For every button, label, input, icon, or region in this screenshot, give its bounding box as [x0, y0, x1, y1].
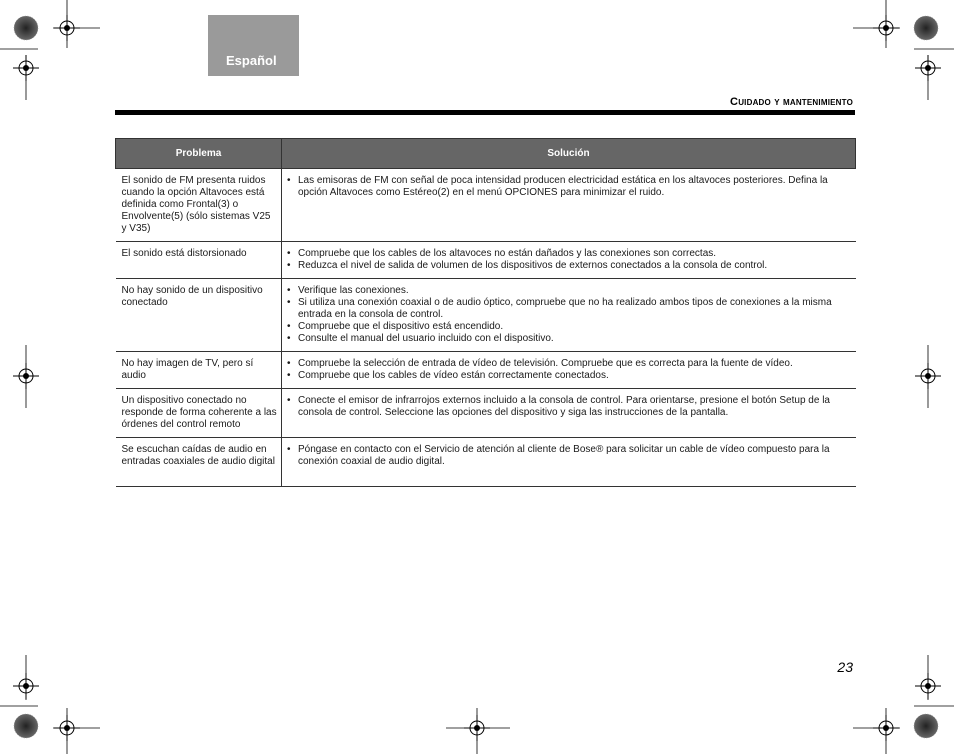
- registration-mark-icon: [873, 715, 899, 741]
- table-row: [116, 352, 856, 389]
- solution-item: • Verifique las conexiones.: [287, 285, 850, 297]
- registration-mark-icon: [464, 715, 490, 741]
- header-problem: Problema: [116, 139, 282, 169]
- solution-list: [287, 248, 850, 272]
- problem-cell: El sonido de FM presenta ruidos cuando la opción Altavoces está definida como Frontal(3) o Envolvente(5) (sólo sistemas V25 y V35): [116, 169, 282, 242]
- registration-mark-icon: [54, 715, 80, 741]
- solution-item: • Reduzca el nivel de salida de volumen de los dispositivos de externos conectados a la consola de control.: [287, 260, 850, 272]
- solution-list: [287, 175, 850, 199]
- solution-item: • Conecte el emisor de infrarrojos externos incluido a la consola de control. Para orientarse, presione el botón Setup de la consola de control. Seleccione las opciones del dispositivo y siga las instrucciones de la pantalla.: [287, 395, 850, 419]
- solution-item: • Consulte el manual del usuario incluido con el dispositivo.: [287, 333, 850, 345]
- solution-cell: [282, 352, 856, 389]
- registration-mark-icon: [915, 673, 941, 699]
- page-number: 23: [837, 659, 853, 675]
- table-row: [116, 169, 856, 242]
- problem-cell: Se escuchan caídas de audio en entradas coaxiales de audio digital: [116, 438, 282, 487]
- table-row: [116, 279, 856, 352]
- solution-list: [287, 395, 850, 419]
- solution-cell: [282, 389, 856, 438]
- solution-item: • Si utiliza una conexión coaxial o de audio óptico, compruebe que no ha realizado ambos tipos de conexiones a la misma entrada en la consola de control.: [287, 297, 850, 321]
- solution-cell: [282, 438, 856, 487]
- table-row: [116, 438, 856, 487]
- registration-mark-icon: [915, 55, 941, 81]
- problem-cell: No hay imagen de TV, pero sí audio: [116, 352, 282, 389]
- registration-mark-icon: [915, 363, 941, 389]
- table-row: [116, 242, 856, 279]
- registration-mark-icon: [13, 673, 39, 699]
- troubleshooting-table: [115, 138, 856, 487]
- solution-item: • Póngase en contacto con el Servicio de atención al cliente de Bose® para solicitar un cable de vídeo compuesto para la conexión coaxial de audio digital.: [287, 444, 850, 468]
- language-tab-label: Español: [226, 53, 277, 68]
- registration-mark-icon: [54, 15, 80, 41]
- table-row: [116, 389, 856, 438]
- solution-list: [287, 358, 850, 382]
- solution-item: • Compruebe la selección de entrada de vídeo de televisión. Compruebe que es correcta para la fuente de vídeo.: [287, 358, 850, 370]
- table-header-row: [116, 139, 856, 169]
- registration-mark-icon: [13, 55, 39, 81]
- language-tab: [208, 15, 299, 76]
- solution-cell: [282, 279, 856, 352]
- solution-item: • Las emisoras de FM con señal de poca intensidad producen electricidad estática en los altavoces posteriores. Defina la opción Altavoces como Estéreo(2) en el menú OPCIONES para minimizar el ruido.: [287, 175, 850, 199]
- solution-item: • Compruebe que los cables de los altavoces no están dañados y las conexiones son correctas.: [287, 248, 850, 260]
- solution-cell: [282, 242, 856, 279]
- problem-cell: No hay sonido de un dispositivo conectado: [116, 279, 282, 352]
- solution-list: [287, 285, 850, 345]
- registration-star-icon: [14, 16, 38, 40]
- solution-item: • Compruebe que los cables de vídeo están correctamente conectados.: [287, 370, 850, 382]
- problem-cell: Un dispositivo conectado no responde de forma coherente a las órdenes del control remoto: [116, 389, 282, 438]
- header-solution: Solución: [282, 139, 856, 169]
- registration-mark-icon: [13, 363, 39, 389]
- registration-star-icon: [914, 16, 938, 40]
- registration-star-icon: [14, 714, 38, 738]
- registration-star-icon: [914, 714, 938, 738]
- solution-cell: [282, 169, 856, 242]
- solution-list: [287, 444, 850, 468]
- registration-mark-icon: [873, 15, 899, 41]
- problem-cell: El sonido está distorsionado: [116, 242, 282, 279]
- title-rule: [115, 110, 855, 115]
- section-title: Cuidado y mantenimiento: [730, 96, 853, 108]
- solution-item: • Compruebe que el dispositivo está encendido.: [287, 321, 850, 333]
